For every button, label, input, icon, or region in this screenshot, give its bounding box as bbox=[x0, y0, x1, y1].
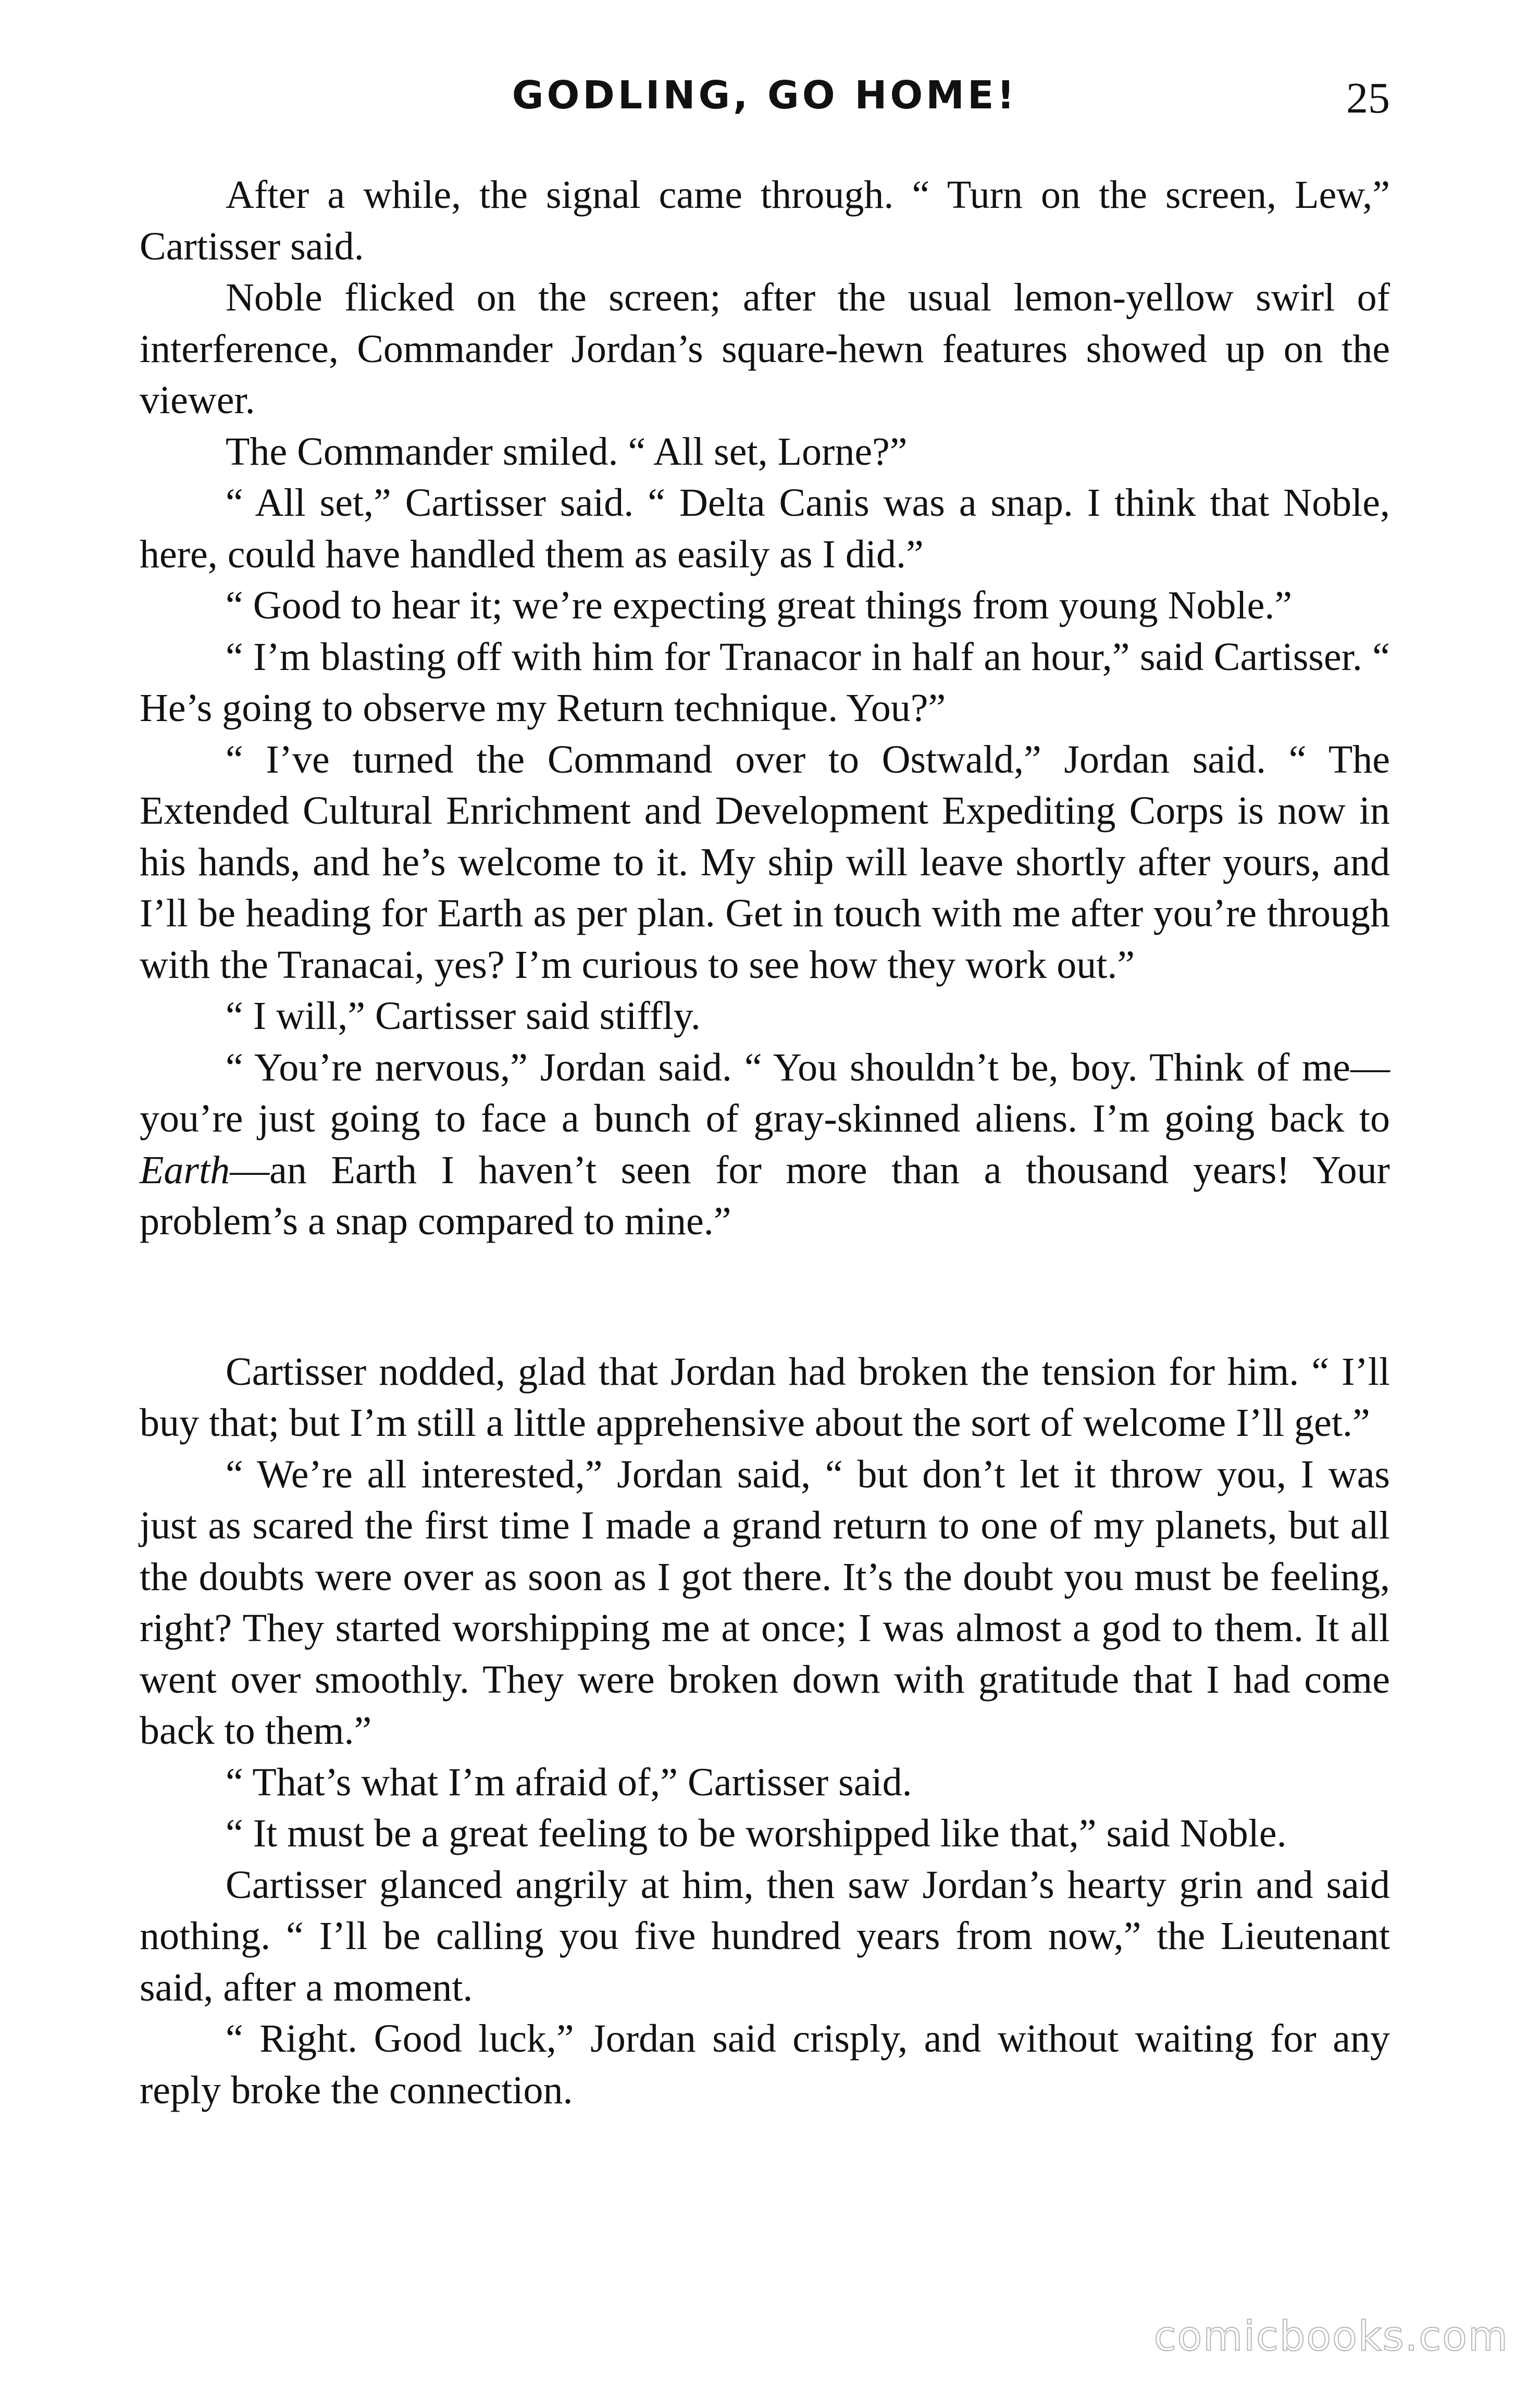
paragraph: “ We’re all interested,” Jordan said, “ but don’t let it throw you, I was just as scared the first time I made a grand return to one of my planets, but all the doubts were over as soon as I got there. It’s the doubt you must be feeling, right? They started worshipping me at once; I was almost a god to them. It all went over smoothly. They were broken down with gratitude that I had come back to them.” bbox=[140, 1452, 1390, 1753]
paragraph: “ I’m blasting off with him for Tranacor in half an hour,” said Cartisser. “ He’s going to observe my Return technique. You?” bbox=[140, 635, 1390, 730]
paragraph: “ It must be a great feeling to be worshipped like that,” said Noble. bbox=[226, 1812, 1287, 1855]
watermark: comicbooks.com bbox=[1153, 2313, 1509, 2360]
paragraph: “ Right. Good luck,” Jordan said crisply, and without waiting for any reply broke the connection. bbox=[140, 2017, 1390, 2112]
paragraph: “ I will,” Cartisser said stiffly. bbox=[226, 994, 701, 1038]
body-text bbox=[140, 169, 1390, 2116]
running-head: GODLING, GO HOME! bbox=[512, 73, 1018, 118]
paragraph bbox=[140, 1042, 1390, 1247]
paragraph-text: “ You’re nervous,” Jordan said. “ You shouldn’t be, boy. Think of me—you’re just going to face a bunch of gray-skinned aliens. I’m going back to bbox=[140, 1045, 1390, 1140]
paragraph: Cartisser glanced angrily at him, then saw Jordan’s hearty grin and said nothing. “ I’ll be calling you five hundred years from now,” the Lieutenant said, after a moment. bbox=[140, 1863, 1390, 2009]
paragraph: After a while, the signal came through. “ Turn on the screen, Lew,” Cartisser said. bbox=[140, 173, 1390, 268]
page-number: 25 bbox=[1346, 74, 1390, 122]
section-break bbox=[140, 1247, 1390, 1346]
paragraph: Cartisser nodded, glad that Jordan had broken the tension for him. “ I’ll buy that; but I’m still a little apprehensive about the sort of welcome I’ll get.” bbox=[140, 1349, 1390, 1445]
paragraph: The Commander smiled. “ All set, Lorne?” bbox=[226, 429, 908, 474]
emphasis-earth: Earth bbox=[140, 1148, 230, 1192]
paragraph: “ I’ve turned the Command over to Ostwald,” Jordan said. “ The Extended Cultural Enrichment and Development Expediting Corps is now in his hands, and he’s welcome to it. My ship will leave shortly after yours, and I’ll be heading for Earth as per plan. Get in touch with me after you’re through with the Tranacai, yes? I’m curious to see how they work out.” bbox=[140, 737, 1390, 987]
paragraph: Noble flicked on the screen; after the usual lemon-yellow swirl of interference, Commander Jordan’s square-hewn features showed up on the viewer. bbox=[140, 276, 1390, 422]
page-header bbox=[140, 73, 1390, 130]
paragraph: “ That’s what I’m afraid of,” Cartisser said. bbox=[226, 1760, 912, 1804]
paragraph: “ Good to hear it; we’re expecting great things from young Noble.” bbox=[226, 584, 1293, 627]
paragraph-text: —an Earth I haven’t seen for more than a thousand years! Your problem’s a snap compared to mine.” bbox=[140, 1148, 1390, 1243]
paragraph: “ All set,” Cartisser said. “ Delta Canis was a snap. I think that Noble, here, could have handled them as easily as I did.” bbox=[140, 481, 1390, 576]
